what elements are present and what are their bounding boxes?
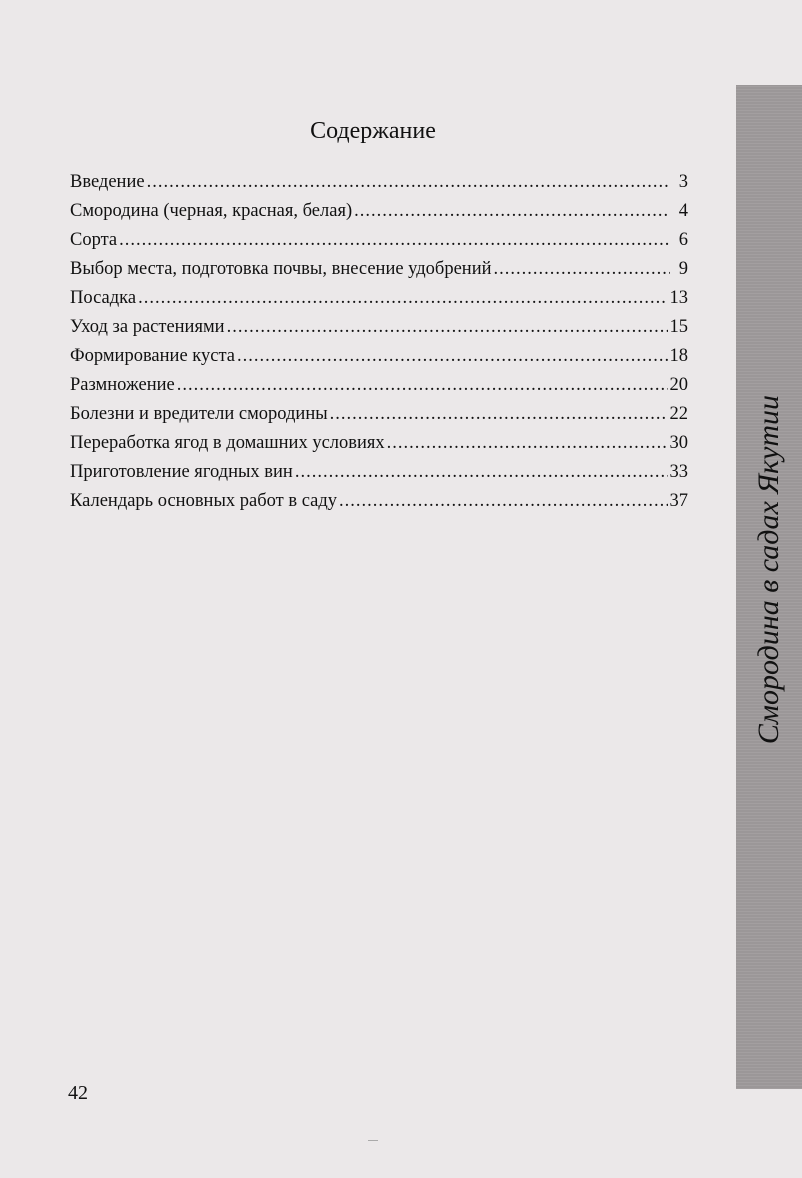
toc-dot-leader [339,491,667,512]
toc-entry-label: Смородина (черная, красная, белая) [70,201,353,221]
toc-dot-leader [138,288,667,309]
toc-entry-label: Болезни и вредители смородины [70,404,328,424]
toc-entry-page: 33 [669,462,688,482]
toc-entry[interactable] [70,346,688,375]
toc-entry-page: 22 [669,404,688,424]
divider [368,1140,378,1141]
toc-entry[interactable] [70,172,688,201]
toc-entry-label: Посадка [70,288,137,308]
toc-entry-label: Календарь основных работ в саду [70,491,338,511]
toc-entry-page: 6 [678,230,688,250]
toc-entry-page: 37 [669,491,688,511]
toc-dot-leader [354,201,670,222]
toc-entry-page: 3 [678,172,688,192]
book-title: Смородина в садах Якутии [752,395,785,745]
toc-entry-label: Введение [70,172,145,192]
toc-entry-label: Формирование куста [70,346,235,366]
toc-dot-leader [119,230,670,251]
table-of-contents [70,172,688,520]
toc-entry[interactable] [70,230,688,259]
toc-entry-label: Размножение [70,375,175,395]
toc-dot-leader [494,259,670,280]
toc-entry[interactable] [70,201,688,230]
toc-entry-page: 18 [669,346,688,366]
toc-entry[interactable] [70,433,688,462]
toc-entry[interactable] [70,462,688,491]
toc-dot-leader [177,375,668,396]
toc-entry-page: 13 [669,288,688,308]
page-number: 42 [68,1082,88,1104]
toc-heading: Содержание [310,118,436,144]
toc-entry-label: Выбор места, подготовка почвы, внесение удобрений [70,259,492,279]
toc-entry-page: 15 [669,317,688,337]
toc-entry-label: Сорта [70,230,118,250]
toc-dot-leader [227,317,668,338]
toc-entry-page: 20 [669,375,688,395]
toc-entry[interactable] [70,259,688,288]
toc-dot-leader [147,172,670,193]
toc-entry-label: Уход за растениями [70,317,225,337]
toc-entry[interactable] [70,491,688,520]
toc-dot-leader [295,462,668,483]
toc-dot-leader [387,433,668,454]
toc-entry[interactable] [70,404,688,433]
toc-entry[interactable] [70,317,688,346]
toc-dot-leader [237,346,668,367]
toc-entry-label: Приготовление ягодных вин [70,462,293,482]
toc-entry-page: 9 [678,259,688,279]
toc-entry-label: Переработка ягод в домашних условиях [70,433,385,453]
toc-dot-leader [330,404,668,425]
toc-entry[interactable] [70,288,688,317]
toc-entry-page: 4 [678,201,688,221]
toc-entry[interactable] [70,375,688,404]
toc-entry-page: 30 [669,433,688,453]
book-title-sidebar [736,85,802,1089]
